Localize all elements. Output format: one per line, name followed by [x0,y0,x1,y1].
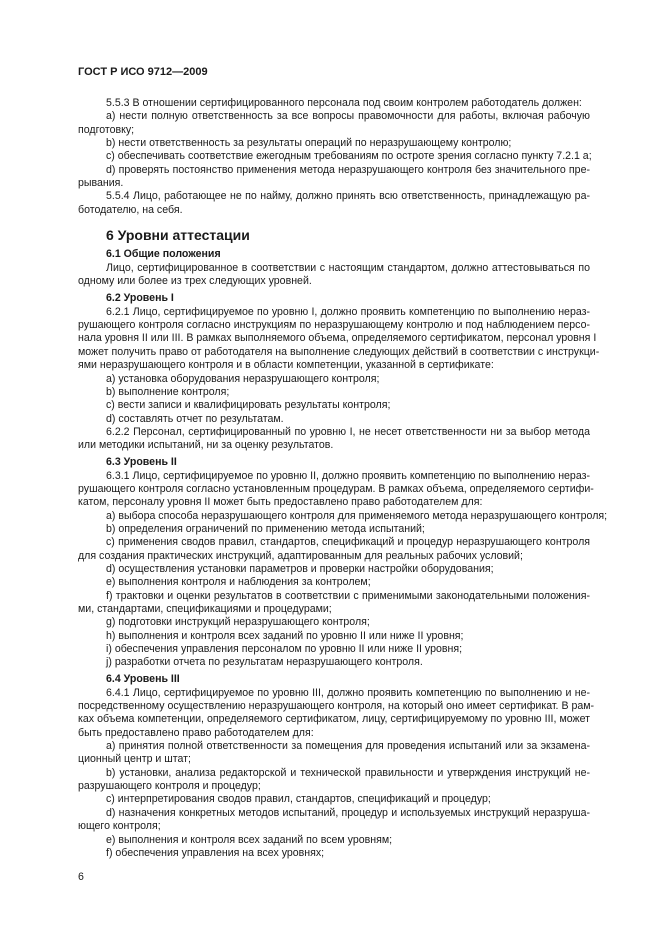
paragraph [78,590,590,617]
text-line: 5.5.3 В отношении сертифицированного персонала под своим контролем работодатель должен: [106,97,582,109]
paragraph [78,740,590,767]
paragraph [78,305,600,373]
text-line: 6.2.1 Лицо, сертифицируемое по уровню I, должно проявить компетенцию по выполнению нераз- [106,305,590,318]
paragraph [78,656,590,669]
text-line: a) принятия полной ответственности за помещения для проведения испытаний или за экзамена- [106,740,590,753]
paragraph [78,399,590,412]
text-line: или методики испытаний, ни за оценку результатов. [78,439,334,452]
paragraph [78,190,590,217]
paragraph [78,793,590,806]
text-line: быть предоставлено право работодателем для: [78,726,314,739]
text-line: рушающего контроля согласно установленным процедурам. В рамках объема, определяемого сертифи- [78,482,594,495]
text-line: ями неразрушающего контроля и в области компетенции, указанной в сертификате: [78,359,494,372]
text-line: 6.3.1 Лицо, сертифицируемое по уровню II, должно проявить компетенцию по выполнению нераз- [106,469,590,482]
paragraph [78,563,590,576]
paragraph [78,164,590,191]
text-line: ми, стандартами, спецификациями и процедурами; [78,603,332,615]
paragraph [78,807,590,834]
paragraph [78,150,590,163]
paragraph [78,262,590,289]
text-line: b) определения ограничений по применению метода испытаний; [106,522,425,535]
paragraph [78,469,594,510]
text-line: a) нести полную ответственность за все вопросы правомочности для работы, включая рабочую [106,110,590,123]
subsection-heading: 6.2 Уровень I [106,291,174,304]
text-line: Лицо, сертифицированное в соответствии с настоящим стандартом, должно аттестовываться по [106,262,590,275]
text-line: f) трактовки и оценки результатов в соответствии с применимыми законодательными положения- [106,589,590,602]
text-line: a) установка оборудования неразрушающего контроля; [106,372,380,385]
page-number: 6 [78,871,84,883]
paragraph [78,536,590,563]
subsection-heading: 6.3 Уровень II [106,455,177,468]
text-line: рушающего контроля согласно инструкциям по неразрушающему контролю и под наблюдением персо- [78,319,590,332]
text-line: d) проверять постоянство применения метода неразрушающего контроля без значительного пре- [106,163,590,176]
text-line: c) вести записи и квалифицировать результаты контроля; [106,399,391,412]
text-line: j) разработки отчета по результатам неразрушающего контроля. [106,656,423,669]
text-line: катом, персоналу уровня II может быть предоставлено право работодателем для: [78,496,483,509]
text-line: ционный центр и штат; [78,753,191,766]
paragraph [78,426,590,453]
paragraph [78,509,608,523]
text-line: c) применения сводов правил, стандартов, спецификаций и процедур неразрушающего контроля [106,536,590,549]
text-line: разрушающего контроля и процедур; [78,780,261,793]
paragraph [78,110,590,137]
text-line: подготовку; [78,123,135,136]
text-line: d) осуществления установки параметров и проверки настройки оборудования; [106,562,494,575]
text-line: d) составлять отчет по результатам. [106,412,284,425]
document-header: ГОСТ Р ИСО 9712—2009 [78,66,208,78]
paragraph [78,576,590,589]
text-line: для создания практических инструкций, адаптированным для реальных рабочих условий; [78,549,523,562]
text-line: ющего контроля; [78,820,161,833]
text-line: c) интерпретирования сводов правил, стандартов, спецификаций и процедур; [106,793,491,806]
paragraph [78,386,590,399]
paragraph [78,413,590,426]
subsection-heading: 6.1 Общие положения [106,248,221,261]
paragraph [78,767,590,794]
text-line: d) назначения конкретных методов испытаний, процедур и используемых инструкций неразруша- [106,806,590,819]
text-line: посредственному осуществлению неразрушающего контроля, на который оно имеет сертификат. В рам- [78,700,595,713]
text-line: может получить право от работодателя на выполнение следующих действий в соответствии с инструкци- [78,345,600,358]
text-line: b) установки, анализа редакторской и технической правильности и утверждения инструкций не- [106,766,590,779]
text-line: нала уровня II или III. В рамках выполняемого объема, определяемого сертификатом, персонал уровня I [78,332,597,345]
paragraph [78,373,590,386]
text-line: 5.5.4 Лицо, работающее не по найму, должно принять всю ответственность, принадлежащую ра- [106,190,590,203]
text-line: b) выполнение контроля; [106,385,230,398]
paragraph [78,847,590,860]
subsection-heading: 6.4 Уровень III [106,672,180,685]
document-body [78,97,608,860]
text-line: f) обеспечения управления на всех уровнях; [106,846,325,859]
paragraph [78,616,590,629]
text-line: ботодателю, на себя. [78,203,183,216]
paragraph [78,630,590,643]
text-line: рывания. [78,177,124,190]
text-line: a) выбора способа неразрушающего контроля для применяемого метода неразрушающего контроля; [106,509,608,522]
text-line: g) подготовки инструкций неразрушающего контроля; [106,616,370,629]
text-line: b) нести ответственность за результаты операций по неразрушающему контролю; [106,137,512,150]
paragraph [78,523,590,536]
paragraph [78,137,590,150]
section-heading: 6 Уровни аттестации [106,227,250,244]
paragraph [78,834,590,847]
text-line: 6.4.1 Лицо, сертифицируемое по уровню III, должно проявить компетенцию по выполнению и не- [106,686,590,699]
text-line: ках объема компетенции, определяемого сертификатом, лицу, сертифицируемому по уровню III, может [78,713,590,726]
text-line: h) выполнения и контроля всех заданий по уровню II или ниже II уровня; [106,629,464,642]
paragraph [78,643,590,656]
text-line: i) обеспечения управления персоналом по уровню II или ниже II уровня; [106,643,463,656]
paragraph [78,686,595,740]
text-line: c) обеспечивать соответствие ежегодным требованиям по остроте зрения согласно пункту 7.2.1 а; [106,150,592,163]
text-line: e) выполнения контроля и наблюдения за контролем; [106,576,371,589]
text-line: одному или более из трех следующих уровней. [78,275,312,288]
text-line: e) выполнения и контроля всех заданий по всем уровням; [106,833,393,846]
paragraph [78,97,590,110]
text-line: 6.2.2 Персонал, сертифицированный по уровню I, не несет ответственности ни за выбор метода [106,425,590,438]
